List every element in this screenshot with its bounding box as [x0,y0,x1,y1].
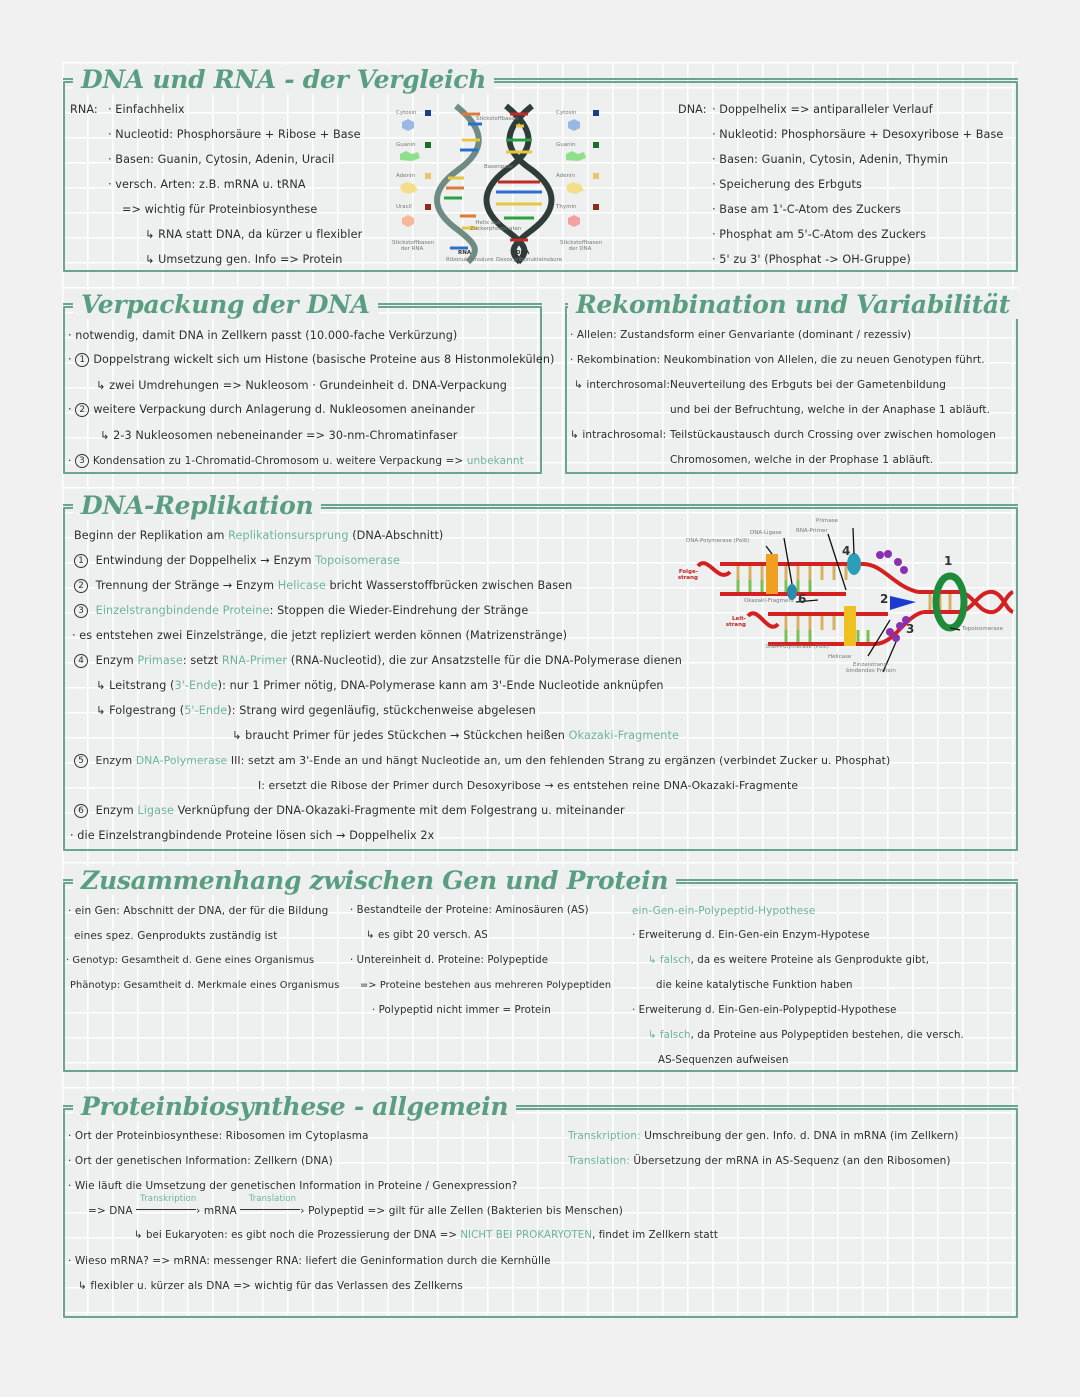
hypothesis-line: · Erweiterung d. Ein-Gen-ein Enzym-Hypotese [632,930,870,941]
gene-line: eines spez. Genprodukts zuständig ist [74,930,278,942]
dna-point: · Base am 1'-C-Atom des Zuckers [712,203,901,216]
step-number: 3 [74,604,88,618]
dna-point: · Nukleotid: Phosphorsäure + Desoxyribose + Base [712,128,1004,141]
protein-line: ↳ es gibt 20 versch. AS [366,930,488,941]
biosynthesis-line: · Ort der Proteinbiosynthese: Ribosomen im Cytoplasma [68,1130,369,1142]
section-title: Verpackung der DNA [73,290,378,319]
rna-point: · Basen: Guanin, Cytosin, Adenin, Uracil [108,153,335,166]
step-number: 4 [74,654,88,668]
replication-line: · die Einzelstrangbindende Proteine lösen sich → Doppelhelix 2x [70,829,435,842]
protein-line: · Polypeptid nicht immer = Protein [372,1005,551,1016]
replication-line: 2 Trennung der Stränge → Enzym Helicase bricht Wasserstoffbrücken zwischen Basen [74,579,572,593]
translation-definition: Translation: Übersetzung der mRNA in AS-Sequenz (an den Ribosomen) [568,1155,951,1167]
rna-point: ↳ Umsetzung gen. Info => Protein [145,253,343,266]
recombination-line: Neuverteilung des Erbguts bei der Gametenbildung [670,379,947,391]
dna-label: DNA: [678,103,707,116]
step-number: 1 [74,554,88,568]
recombination-line: und bei der Befruchtung, welche in der Anaphase 1 abläuft. [670,404,991,416]
dna-point: · Phosphat am 5'-C-Atom des Zuckers [712,228,927,241]
replication-fork-figure: Primase DNA-Ligase RNA-Primer DNA-Polymerase (Polδ) Folge-strang Okazaki-Fragment Leit-strang DNA-Polymerase (Polε) Helicase Einzelstrang-bindendes Protein Topoisomerase 1 2 3 4 6 [668,514,1016,680]
replication-line: Beginn der Replikation am Replikationsursprung (DNA-Abschnitt) [74,529,444,542]
hypothesis-line: AS-Sequenzen aufweisen [658,1055,789,1066]
dna-point: · Doppelhelix => antiparalleler Verlauf [712,103,933,116]
section-title: Proteinbiosynthese - allgemein [73,1092,516,1121]
step-number: 6 [74,804,88,818]
packaging-line: · 2 weitere Verpackung durch Anlagerung d. Nukleosomen aneinander [68,403,476,416]
rna-point: · Einfachhelix [108,103,185,116]
replication-line: ↳ braucht Primer für jedes Stückchen → Stückchen heißen Okazaki-Fragmente [232,729,679,742]
gene-line: Phänotyp: Gesamtheit d. Merkmale eines Organismus [70,980,340,991]
dna-point: · Speicherung des Erbguts [712,178,862,191]
protein-line: · Bestandteile der Proteine: Aminosäuren (AS) [350,905,589,916]
recombination-line: Chromosomen, welche in der Prophase 1 abläuft. [670,454,934,466]
step-number: 2 [74,579,88,593]
gene-expression-flow: => DNA Transkription › mRNA Translation › Polypeptid => gilt für alle Zellen (Bakterien bis Menschen) [88,1194,623,1217]
replication-line: I: ersetzt die Ribose der Primer durch Desoxyribose → es entstehen reine DNA-Okazaki-Fragmente [258,779,799,792]
replication-line: 4 Enzym Primase: setzt RNA-Primer (RNA-Nucleotid), die zur Ansatzstelle für die DNA-Polymerase dienen [74,654,682,668]
biosynthesis-line: · Wieso mRNA? => mRNA: messenger RNA: liefert die Geninformation durch die Kernhülle [68,1255,551,1267]
section-title: Zusammenhang zwischen Gen und Protein [73,866,676,895]
step-number: 3 [75,454,89,468]
section-title: DNA und RNA - der Vergleich [73,65,494,94]
replication-line: · es entstehen zwei Einzelstränge, die jetzt repliziert werden können (Matrizenstränge) [72,629,568,642]
gene-line: · Genotyp: Gesamtheit d. Gene eines Organismus [66,955,315,966]
replication-line: 6 Enzym Ligase Verknüpfung der DNA-Okazaki-Fragmente mit dem Folgestrang u. miteinander [74,804,625,818]
hypothesis-line: ↳ falsch, da es weitere Proteine als Genprodukte gibt, [648,955,930,966]
recombination-line: Teilstückaustausch durch Crossing over zwischen homologen [670,429,997,441]
packaging-line: ↳ 2-3 Nukleosomen nebeneinander => 30-nm-Chromatinfaser [100,429,458,442]
step-number: 2 [75,403,89,417]
step-number: 5 [74,754,88,768]
packaging-line: · 1 Doppelstrang wickelt sich um Histone (basische Proteine aus 8 Histonmolekülen) [68,353,555,366]
biosynthesis-line: ↳ bei Eukaryoten: es gibt noch die Prozessierung der DNA => NICHT BEI PROKARYOTEN, findet im Zellkern statt [134,1230,718,1241]
section-title: Rekombination und Variabilität [568,290,1018,319]
section-title: DNA-Replikation [73,491,321,520]
biosynthesis-line: · Ort der genetischen Information: Zellkern (DNA) [68,1155,333,1167]
transcription-definition: Transkription: Umschreibung der gen. Info. d. DNA in mRNA (im Zellkern) [568,1130,959,1142]
rna-point: · Nucleotid: Phosphorsäure + Ribose + Base [108,128,361,141]
replication-line: ↳ Leitstrang (3'-Ende): nur 1 Primer nötig, DNA-Polymerase kann am 3'-Ende Nucleotide anknüpfen [96,679,664,692]
biosynthesis-line: · Wie läuft die Umsetzung der genetischen Information in Proteine / Genexpression? [68,1180,518,1192]
rna-point: · versch. Arten: z.B. mRNA u. tRNA [108,178,306,191]
biosynthesis-line: ↳ flexibler u. kürzer als DNA => wichtig für das Verlassen des Zellkerns [78,1280,463,1292]
recombination-line: ↳ interchrosomal: [574,379,671,391]
hypothesis-line: die keine katalytische Funktion haben [656,980,853,991]
step-number: 1 [75,353,89,367]
transcription-arrow: Transkription › [136,1205,200,1217]
packaging-line: ↳ zwei Umdrehungen => Nukleosom · Grundeinheit d. DNA-Verpackung [96,379,507,392]
rna-point: ↳ RNA statt DNA, da kürzer u flexibler [145,228,363,241]
packaging-line: · 3 Kondensation zu 1-Chromatid-Chromosom u. weitere Verpackung => unbekannt [68,455,524,467]
hypothesis-title: ein-Gen-ein-Polypeptid-Hypothese [632,905,816,917]
hypothesis-line: · Erweiterung d. Ein-Gen-ein-Polypeptid-Hypothese [632,1005,897,1016]
packaging-line: · notwendig, damit DNA in Zellkern passt (10.000-fache Verkürzung) [68,329,458,342]
recombination-line: ↳ intrachrosomal: [570,429,667,441]
rna-label: RNA: [70,103,98,116]
replication-line: 5 Enzym DNA-Polymerase III: setzt am 3'-Ende an und hängt Nucleotide an, um den fehlenden Strang zu ergänzen (verbindet Zucker u. Phosphat) [74,754,890,768]
replication-line: ↳ Folgestrang (5'-Ende): Strang wird gegenläufig, stückchenweise abgelesen [96,704,536,717]
translation-arrow: Translation › [240,1205,304,1217]
dna-point: · 5' zu 3' (Phosphat -> OH-Gruppe) [712,253,911,266]
replication-line: 1 Entwindung der Doppelhelix → Enzym Topoisomerase [74,554,400,568]
recombination-line: · Rekombination: Neukombination von Allelen, die zu neuen Genotypen führt. [570,354,985,366]
dna-point: · Basen: Guanin, Cytosin, Adenin, Thymin [712,153,949,166]
replication-line: 3 Einzelstrangbindende Proteine: Stoppen die Wieder-Eindrehung der Stränge [74,604,528,618]
dna-rna-helix-figure: Cytosin Guanin Adenin Uracil Stickstoffbasen der RNA Cytosin Guanin Adenin Thymin Stickstoffbasen der DNA Stickstoffbasen Basenpaar Helix aus Zuckerphosphaten RNA Ribonukleinsäure DNA Desoxyribonukleinsäure [388,100,616,266]
recombination-line: · Allelen: Zustandsform einer Genvariante (dominant / rezessiv) [570,329,912,341]
rna-point: => wichtig für Proteinbiosynthese [122,203,318,216]
gene-line: · ein Gen: Abschnitt der DNA, der für die Bildung [68,905,329,917]
protein-line: · Untereinheit d. Proteine: Polypeptide [350,955,549,966]
hypothesis-line: ↳ falsch, da Proteine aus Polypeptiden bestehen, die versch. [648,1030,964,1041]
protein-line: => Proteine bestehen aus mehreren Polypeptiden [360,980,612,991]
